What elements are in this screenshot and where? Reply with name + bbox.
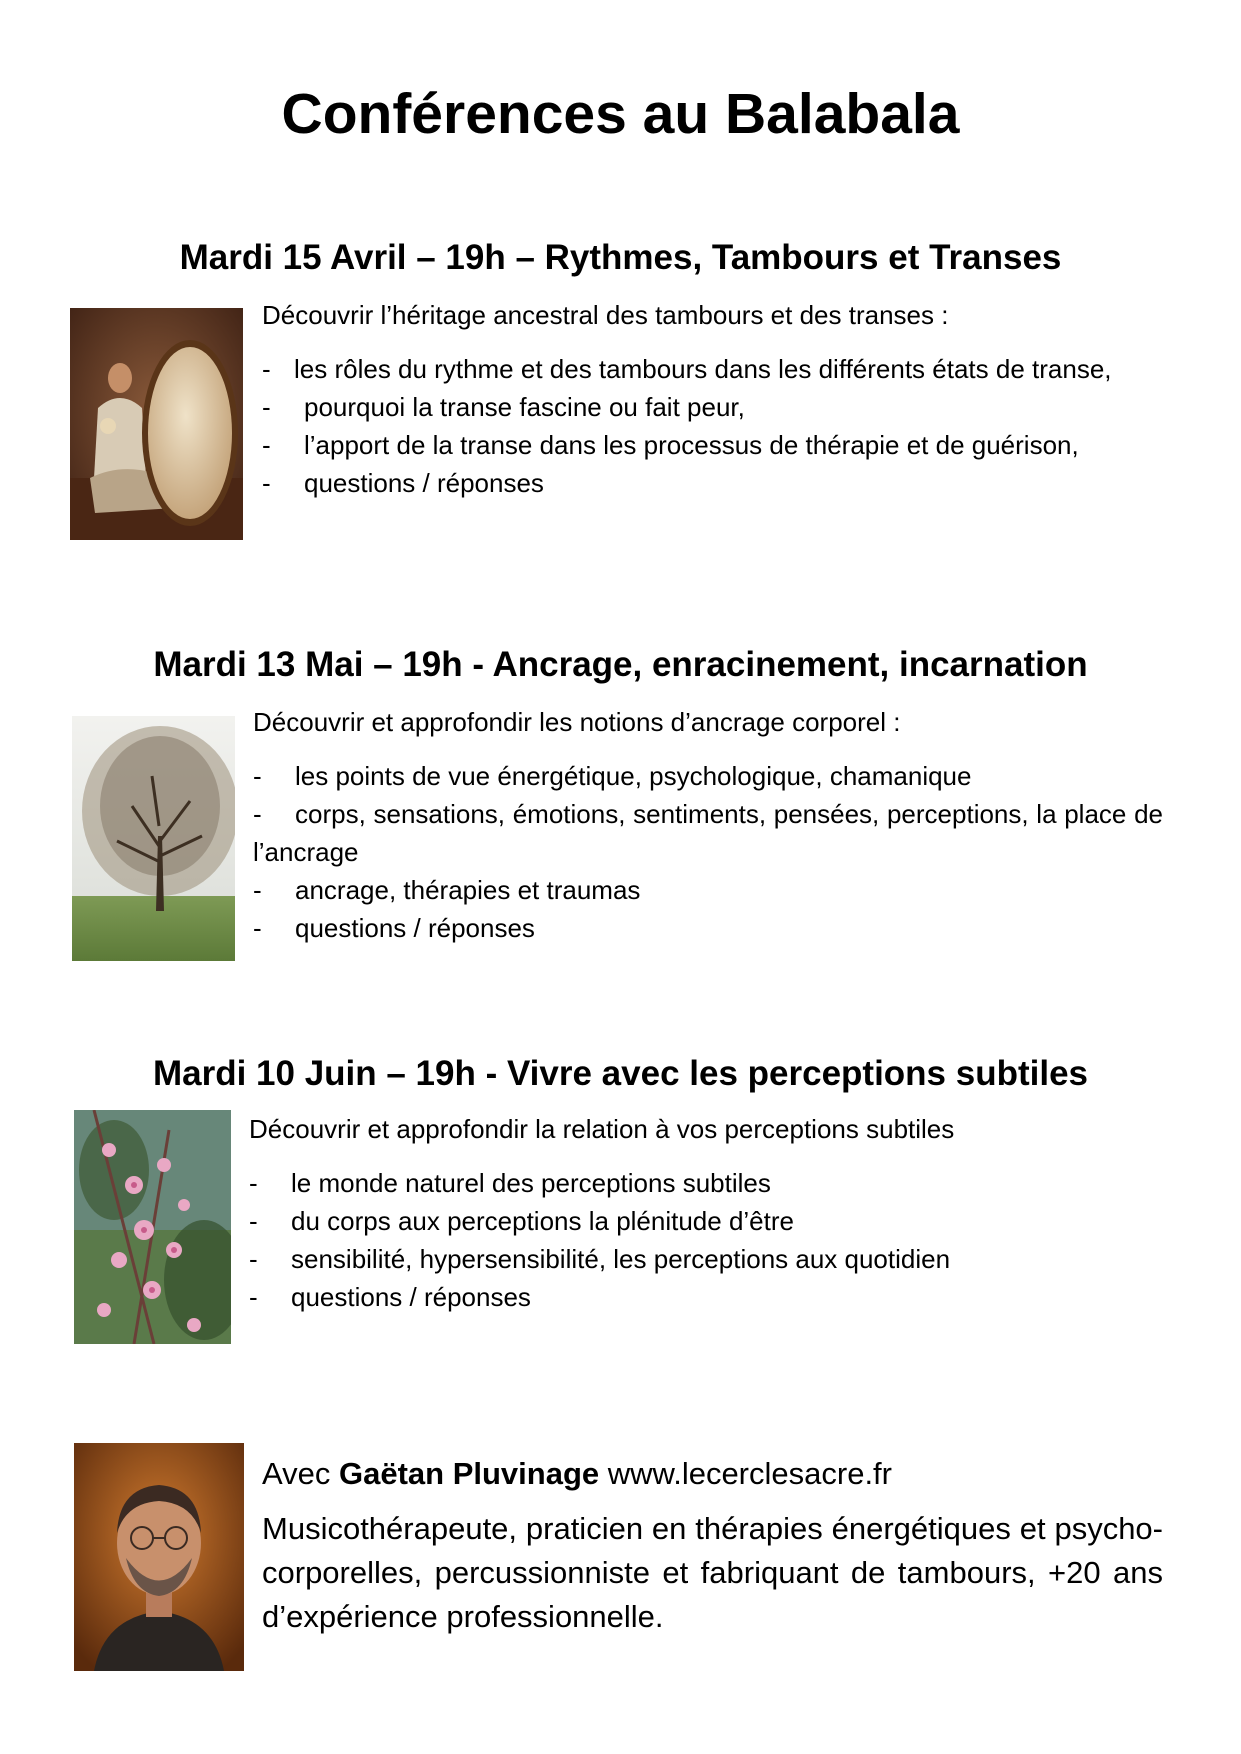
list-item: - du corps aux perceptions la plénitude d’être [249,1206,794,1236]
author-prefix: Avec [262,1456,331,1491]
event-3-title: Mardi 10 Juin – 19h - Vivre avec les perceptions subtiles [152,1054,1089,1093]
list-item: - les rôles du rythme et des tambours dans les différents états de transe, [262,354,1112,384]
event-1-bullets [262,350,1163,502]
event-1-title: Mardi 15 Avril – 19h – Rythmes, Tambours et Transes [179,238,1062,277]
list-item: - l’apport de la transe dans les processus de thérapie et de guérison, [262,430,1079,460]
list-item: - le monde naturel des perceptions subtiles [249,1168,771,1198]
author-line [262,1452,1163,1496]
event-3-description [249,1110,1163,1316]
list-item: - pourquoi la transe fascine ou fait peur, [262,392,745,422]
list-item: - ancrage, thérapies et traumas [253,875,641,905]
event-3-intro: Découvrir et approfondir la relation à vos perceptions subtiles [249,1114,955,1144]
author-block [262,1452,1163,1639]
event-2-intro: Découvrir et approfondir les notions d’ancrage corporel : [253,707,901,737]
portrait-photo [74,1443,244,1671]
list-item: - les points de vue énergétique, psychologique, chamanique [253,761,972,791]
drummer-photo [70,308,243,540]
tree-photo [72,716,235,961]
list-item: - questions / réponses [249,1282,531,1312]
blossom-photo [74,1110,231,1344]
list-item: - questions / réponses [253,913,535,943]
event-2-description [253,703,1163,947]
author-name: Gaëtan Pluvinage [338,1456,600,1491]
event-2-title: Mardi 13 Mai – 19h - Ancrage, enracinement, incarnation [153,645,1088,684]
event-3-bullets [249,1164,1163,1316]
list-item: - questions / réponses [262,468,544,498]
event-2-bullets [253,757,1163,947]
page-title: Conférences au Balabala [281,82,960,146]
list-item: - sensibilité, hypersensibilité, les perceptions aux quotidien [249,1244,951,1274]
author-bio: Musicothérapeute, praticien en thérapies énergétiques et psycho-corporelles, percussionniste et fabriquant de tambours, +20 ans d’expérience professionnelle. [262,1511,1163,1634]
event-1-intro: Découvrir l’héritage ancestral des tambours et des transes : [262,300,949,330]
event-1-description [262,296,1163,502]
list-item: - corps, sensations, émotions, sentiments, pensées, perceptions, la place de l’ancrage [253,799,1163,867]
author-website-link[interactable]: www.lecerclesacre.fr [607,1456,892,1491]
